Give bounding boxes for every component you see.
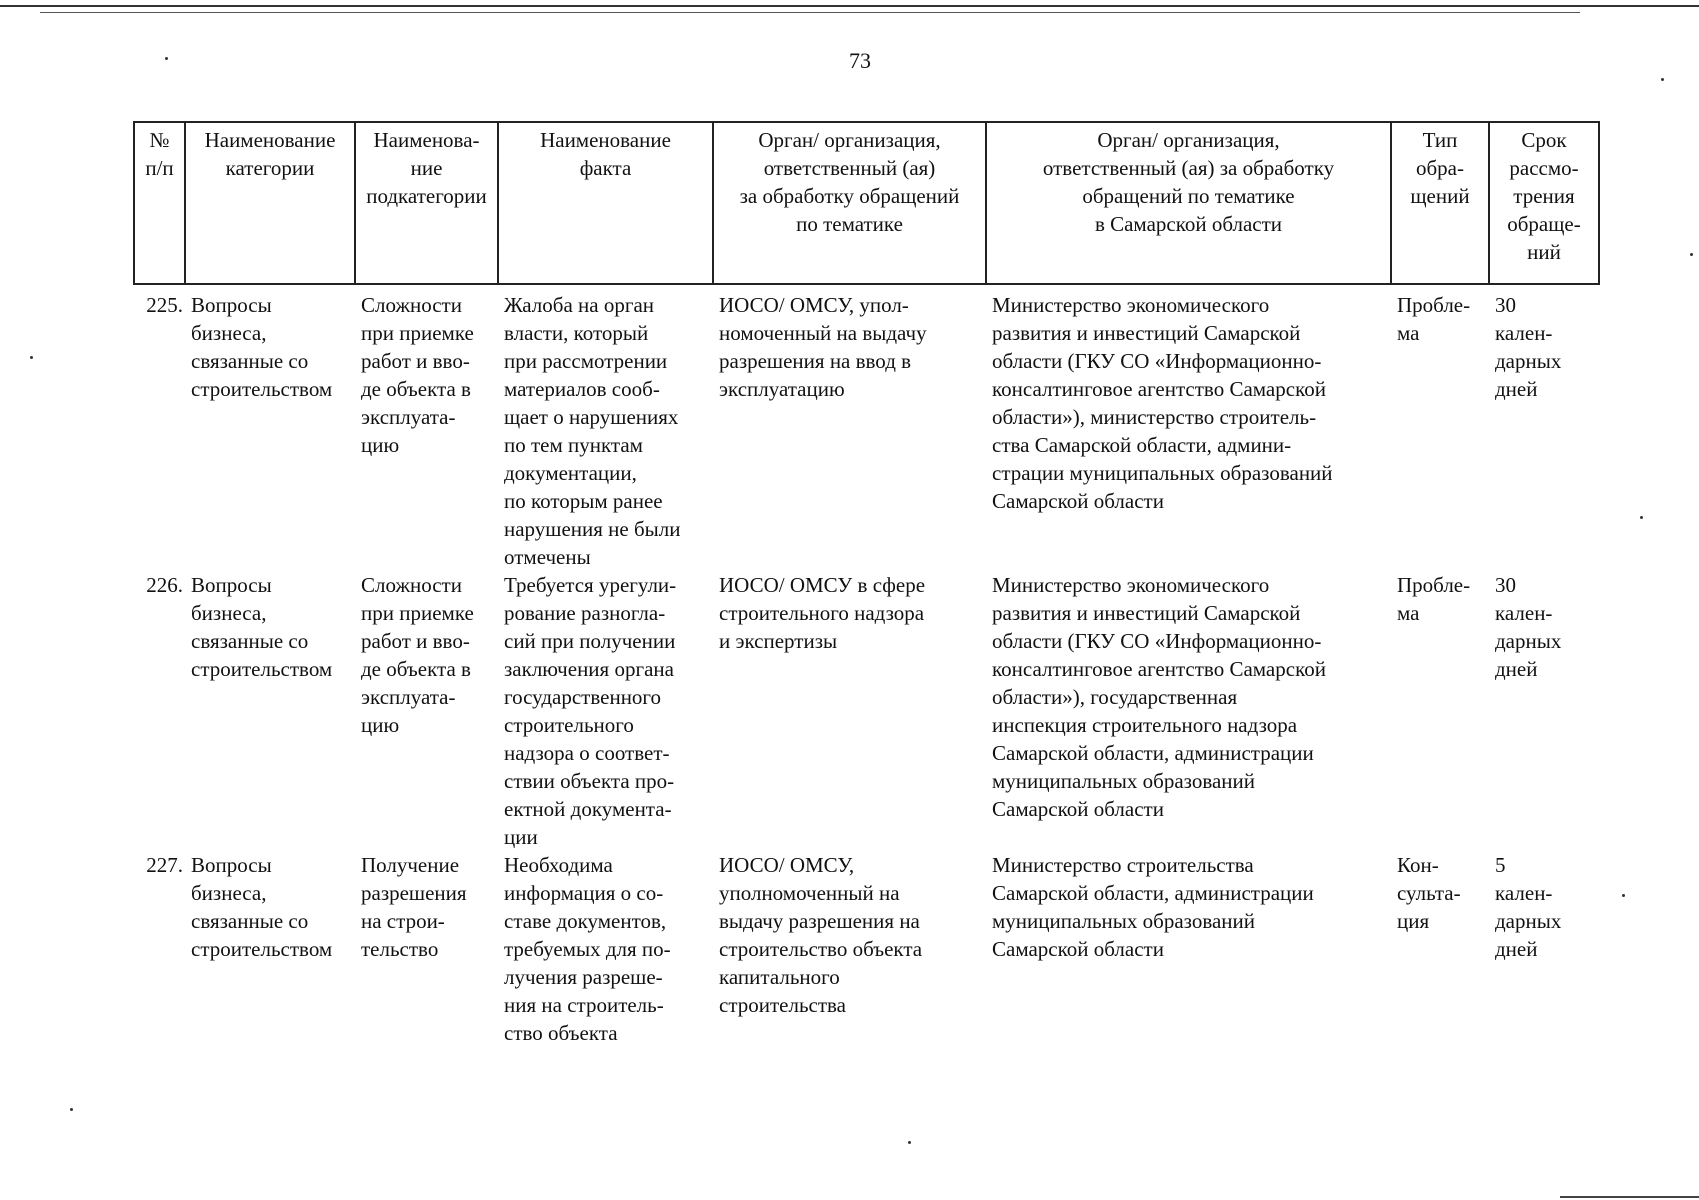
scan-speck <box>165 57 168 60</box>
header-category: Наименование категории <box>185 122 355 284</box>
row-appeal-type: Пробле- ма <box>1397 293 1471 345</box>
bottom-border-line <box>1560 1196 1699 1198</box>
row-responsible-body: ИОСО/ ОМСУ в сфере строительного надзора и экспертизы <box>719 573 926 653</box>
row-category: Вопросы бизнеса, связанные со строительством <box>191 853 333 961</box>
row-category: Вопросы бизнеса, связанные со строительством <box>191 573 333 681</box>
header-responsible-body: Орган/ организация, ответственный (ая) за обработку обращений по тематике <box>713 122 986 284</box>
row-number: 227. <box>146 853 183 877</box>
row-responsible-body: ИОСО/ ОМСУ, упол- номоченный на выдачу разрешения на ввод в эксплуатацию <box>719 293 927 401</box>
header-responsible-body-samara: Орган/ организация, ответственный (ая) за обработку обращений по тематике в Самарской области <box>986 122 1391 284</box>
row-subcategory: Получение разрешения на строи- тельство <box>361 853 467 961</box>
header-row <box>134 122 1599 284</box>
scan-speck <box>30 356 33 359</box>
scan-speck <box>908 1141 911 1144</box>
row-responsible-body: ИОСО/ ОМСУ, уполномоченный на выдачу разрешения на строительство объекта капитального строительства <box>719 853 923 1017</box>
row-category: Вопросы бизнеса, связанные со строительством <box>191 293 333 401</box>
page-number: 73 <box>849 48 871 73</box>
header-subcategory: Наименова- ние подкатегории <box>355 122 498 284</box>
row-number: 225. <box>146 293 183 317</box>
appeals-table <box>133 121 1600 1051</box>
scan-speck <box>70 1108 73 1111</box>
row-number: 226. <box>146 573 183 597</box>
table-row <box>134 571 1599 851</box>
table-row <box>134 851 1599 1051</box>
header-appeal-type: Тип обра- щений <box>1391 122 1489 284</box>
row-subcategory: Сложности при приемке работ и вво- де объекта в эксплуата- цию <box>361 293 474 457</box>
row-review-term: 30 кален- дарных дней <box>1495 293 1562 401</box>
row-appeal-type: Кон- сульта- ция <box>1397 853 1461 933</box>
row-subcategory: Сложности при приемке работ и вво- де объекта в эксплуата- цию <box>361 573 474 737</box>
scan-speck <box>1622 894 1625 897</box>
scan-speck <box>1640 516 1643 519</box>
row-responsible-body-samara: Министерство экономического развития и инвестиций Самарской области (ГКУ СО «Информационно- консалтинговое агентство Самарской области»), министерство строитель- ства Самарской области, админи- страции муниципальных образований Самарской области <box>992 293 1333 513</box>
row-responsible-body-samara: Министерство строительства Самарской области, администрации муниципальных образований Самарской области <box>992 853 1314 961</box>
scan-speck <box>1690 253 1693 256</box>
row-responsible-body-samara: Министерство экономического развития и инвестиций Самарской области (ГКУ СО «Информационно- консалтинговое агентство Самарской области»), государственная инспекция строительного надзора Самарской области, администрации муниципальных образований Самарской области <box>992 573 1326 821</box>
header-fact: Наименование факта <box>498 122 713 284</box>
row-appeal-type: Пробле- ма <box>1397 573 1471 625</box>
row-fact: Жалоба на орган власти, который при рассмотрении материалов сооб- щает о нарушениях по тем пунктам документации, по которым ранее нарушения не были отмечены <box>504 293 681 569</box>
row-fact: Необходима информация о со- ставе документов, требуемых для по- лучения разреше- ния на строитель- ство объекта <box>504 853 671 1045</box>
top-border-line-secondary <box>40 12 1580 13</box>
table-header <box>134 122 1599 284</box>
table-body <box>134 284 1599 1051</box>
row-fact: Требуется урегули- рование разногла- сий при получении заключения органа государственного строительного надзора о соответ- ствии объекта про- ектной документа- ции <box>504 573 677 849</box>
header-review-term: Срок рассмо- трения обраще- ний <box>1489 122 1599 284</box>
row-review-term: 30 кален- дарных дней <box>1495 573 1562 681</box>
top-border-line <box>0 5 1699 7</box>
scan-speck <box>1661 78 1664 81</box>
row-review-term: 5 кален- дарных дней <box>1495 853 1562 961</box>
table-row <box>134 284 1599 571</box>
header-number: № п/п <box>134 122 185 284</box>
